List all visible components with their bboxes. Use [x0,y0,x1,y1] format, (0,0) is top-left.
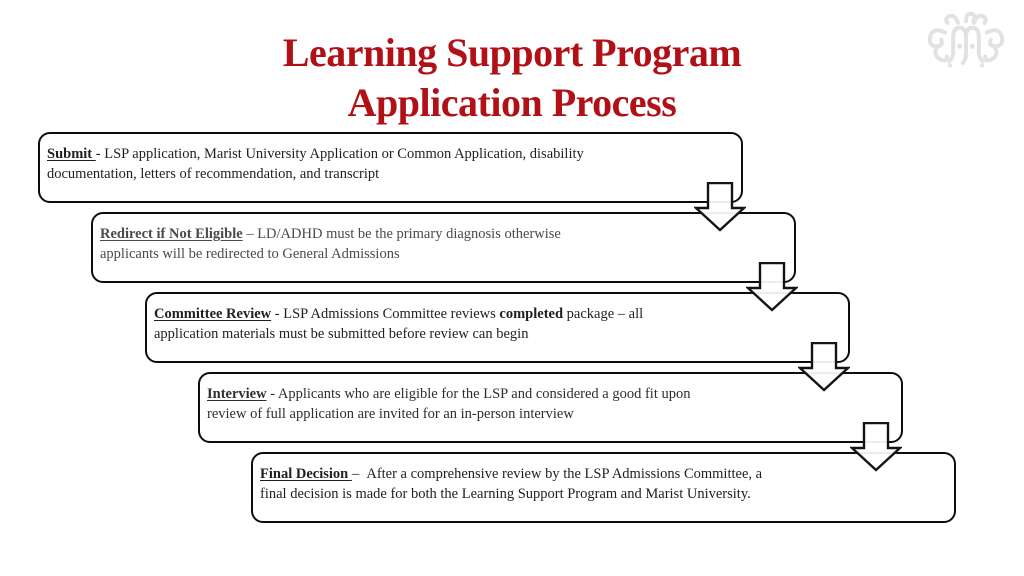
down-arrow-icon [746,262,798,312]
step-text: Redirect if Not Eligible – LD/ADHD must be the primary diagnosis otherwise applicants will be redirected to General Admissions [100,226,561,262]
title-line-2: Application Process [347,80,677,125]
slide-title [0,28,1024,128]
step-box-redirect-if-not-eligible [91,212,796,283]
step-heading: Final Decision [260,466,352,482]
step-heading: Interview [207,386,267,402]
down-arrow-icon [694,182,746,232]
step-box-submit [38,132,743,203]
down-arrow-icon [798,342,850,392]
step-heading: Submit [47,146,96,162]
title-line-1: Learning Support Program [282,30,742,75]
step-text: Interview - Applicants who are eligible for the LSP and considered a good fit upon review of full application are invited for an in-person interview [207,386,691,422]
ornament-logo-icon [922,6,1010,84]
step-text: Committee Review - LSP Admissions Committee reviews completed package – all application materials must be submitted before review can begin [154,306,644,342]
step-box-committee-review [145,292,850,363]
down-arrow-icon [850,422,902,472]
step-text: Submit - LSP application, Marist University Application or Common Application, disability documentation, letters of recommendation, and transcript [47,146,584,182]
step-heading: Committee Review [154,306,272,322]
step-heading: Redirect if Not Eligible [100,226,243,242]
step-text: Final Decision – After a comprehensive review by the LSP Admissions Committee, a final decision is made for both the Learning Support Program and Marist University. [260,466,763,502]
